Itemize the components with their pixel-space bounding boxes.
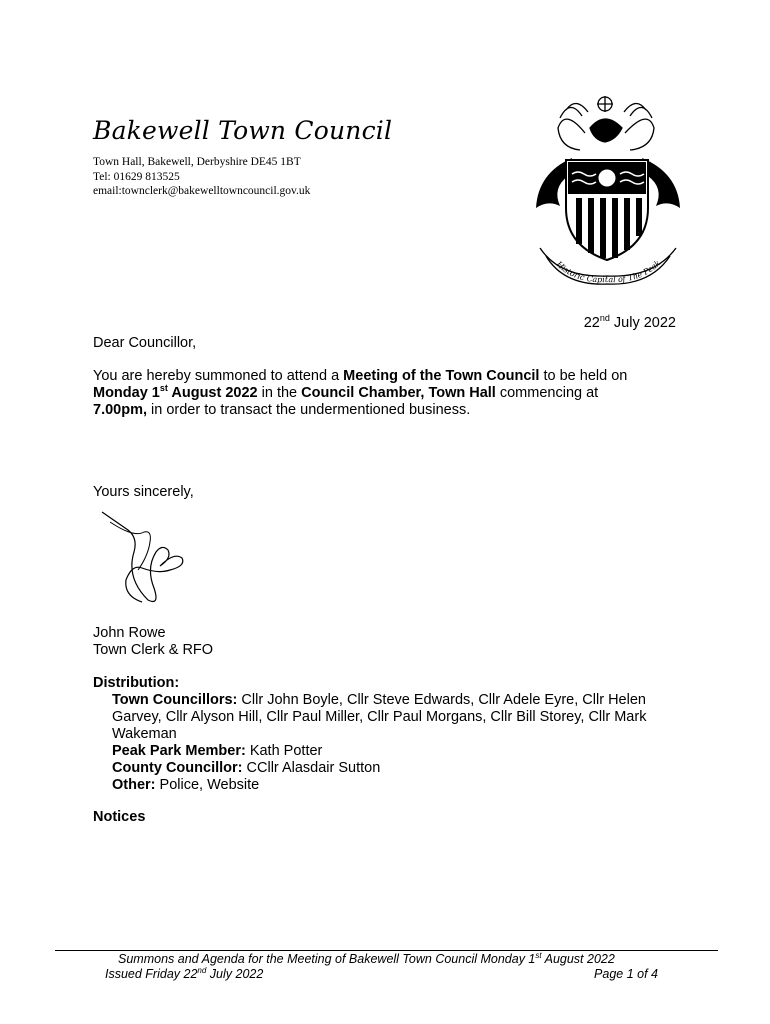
county-councillor: County Councillor: CCllr Alasdair Sutton [112,760,381,776]
notices-heading: Notices [93,809,146,825]
signatory-title: Town Clerk & RFO [93,642,214,658]
distribution-section [93,675,683,794]
meeting-time: 7.00pm, [93,402,147,418]
handwritten-signature [98,508,190,608]
peak-park-member: Peak Park Member: Kath Potter [112,743,323,759]
council-name: Bakewell Town Council [93,116,393,145]
email: email:townclerk@bakewelltowncouncil.gov.uk [93,185,311,197]
meeting-venue: Council Chamber, Town Hall [301,385,496,401]
meeting-date: Monday 1st August 2022 [93,383,258,401]
crest-motto: Historic Capital of The Peak [554,258,663,285]
letter-date: 22nd July 2022 [583,313,676,331]
letterhead-contact [93,155,310,199]
address: Town Hall, Bakewell, Derbyshire DE45 1BT [93,156,301,168]
salutation: Dear Councillor, [93,335,197,351]
town-councillors: Town Councillors: Cllr John Boyle, Cllr Steve Edwards, Cllr Adele Eyre, Cllr Helen Garvey, Cllr Alyson Hill, Cllr Paul Miller, Cllr Paul Morgans, Cllr Bill Storey, Cllr Mark Wakeman [112,692,647,742]
meeting-name: Meeting of the Town Council [343,368,540,384]
other-recipients: Other: Police, Website [112,777,260,793]
summons-paragraph: You are hereby summoned to attend a Meeting of the Town Council to be held on Monday 1st August 2022 in the Council Chamber, Town Hall commencing at 7.00pm, in order to transact the undermentioned business. [93,368,628,418]
distribution-heading: Distribution: [93,675,180,691]
closing: Yours sincerely, [93,484,194,500]
signatory-name: John Rowe [93,625,166,641]
telephone: Tel: 01629 813525 [93,170,180,183]
footer-line-1: Summons and Agenda for the Meeting of Bakewell Town Council Monday 1st August 2022 [118,950,615,966]
page-number: Page 1 of 4 [594,967,658,981]
footer-issued: Issued Friday 22nd July 2022 [105,965,264,981]
coat-of-arms-crest [530,88,690,288]
signatory [93,625,683,659]
footer-rule [55,950,718,951]
